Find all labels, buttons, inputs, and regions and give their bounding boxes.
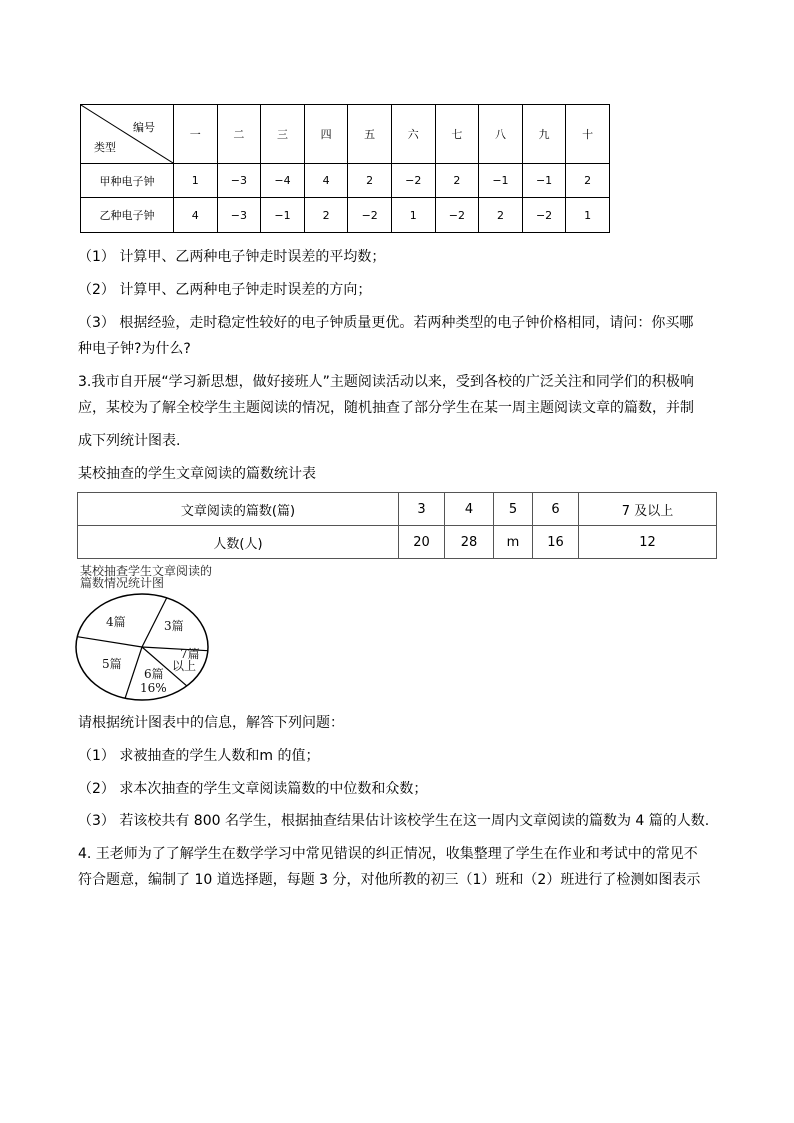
table-cell: 3	[399, 493, 445, 526]
clock-error-table	[80, 104, 610, 233]
chart-title-line1: 某校抽查学生文章阅读的	[80, 564, 213, 578]
table-cell: 4	[304, 164, 348, 198]
q3-intro-line3: 成下列统计图表.	[78, 433, 181, 449]
table-cell: −1	[261, 198, 305, 233]
row-label: 乙种电子钟	[81, 198, 174, 233]
slice-label-7-line1: 7篇	[180, 647, 200, 661]
reading-count-table	[77, 492, 717, 559]
column-header: 二	[217, 105, 261, 164]
table-cell: −1	[479, 164, 523, 198]
table-cell: 20	[399, 526, 445, 559]
table-row	[78, 493, 717, 526]
table-cell: −2	[435, 198, 479, 233]
reading-pie-chart	[72, 588, 212, 706]
table-cell: 4	[174, 198, 218, 233]
slice-label-7-line2: 以上	[172, 659, 197, 673]
slice-label-6-pct: 16%	[140, 681, 167, 695]
q2-part3-line1: （3） 根据经验，走时稳定性较好的电子钟质量更优。若两种类型的电子钟价格相同，请问：你买哪	[78, 315, 694, 331]
table-cell: 2	[304, 198, 348, 233]
table-header-row	[81, 105, 610, 164]
q2-part3-line2: 种电子钟?为什么?	[78, 341, 191, 357]
slice-label-4: 4篇	[106, 615, 126, 629]
row-label: 文章阅读的篇数(篇)	[78, 493, 399, 526]
q3-part1: （1） 求被抽查的学生人数和m 的值；	[78, 748, 320, 764]
table-cell: −4	[261, 164, 305, 198]
q3-part2: （2） 求本次抽查的学生文章阅读篇数的中位数和众数；	[78, 781, 428, 797]
column-header: 九	[522, 105, 566, 164]
table-cell: −3	[217, 164, 261, 198]
q3-intro-line1: 3.我市自开展“学习新思想，做好接班人”主题阅读活动以来，受到各校的广泛关注和同学们的积极响	[78, 374, 694, 390]
slice-label-3: 3篇	[164, 619, 184, 633]
table-cell: 12	[579, 526, 717, 559]
q4-line2: 符合题意，编制了 10 道选择题，每题 3 分，对他所教的初三（1）班和（2）班进行了检测如图表示	[78, 872, 701, 888]
table-cell: −1	[522, 164, 566, 198]
slice-label-6: 6篇	[144, 667, 164, 681]
q3-intro-line2: 应，某校为了解全校学生主题阅读的情况，随机抽查了部分学生在某一周主题阅读文章的篇数，并制	[78, 400, 694, 416]
table-cell: −3	[217, 198, 261, 233]
column-header: 三	[261, 105, 305, 164]
table-cell: −2	[522, 198, 566, 233]
chart-title-line2: 篇数情况统计图	[80, 576, 165, 590]
table-cell: m	[494, 526, 533, 559]
column-header: 五	[348, 105, 392, 164]
table-cell: −2	[391, 164, 435, 198]
column-header: 四	[304, 105, 348, 164]
table-cell: 5	[494, 493, 533, 526]
table-cell: 28	[445, 526, 494, 559]
table-cell: 6	[533, 493, 579, 526]
slice-label-5: 5篇	[102, 657, 122, 671]
q2-part1: （1） 计算甲、乙两种电子钟走时误差的平均数；	[78, 249, 386, 265]
table-cell: 2	[435, 164, 479, 198]
q4-line1: 4. 王老师为了了解学生在数学学习中常见错误的纠正情况，收集整理了学生在作业和考试中的常见不	[78, 846, 698, 862]
table-caption: 某校抽查的学生文章阅读的篇数统计表	[78, 466, 316, 482]
table-cell: 16	[533, 526, 579, 559]
column-header: 一	[174, 105, 218, 164]
column-header: 六	[391, 105, 435, 164]
table-cell: 4	[445, 493, 494, 526]
table-cell: 1	[174, 164, 218, 198]
table-row	[78, 526, 717, 559]
table-cell: 7 及以上	[579, 493, 717, 526]
row-label: 人数(人)	[78, 526, 399, 559]
table-cell: 2	[479, 198, 523, 233]
q2-part2: （2） 计算甲、乙两种电子钟走时误差的方向；	[78, 282, 372, 298]
table-cell: 1	[391, 198, 435, 233]
q3-part3: （3） 若该校共有 800 名学生，根据抽查结果估计该校学生在这一周内文章阅读的篇数为 4 篇的人数.	[78, 813, 710, 829]
q3-question-intro: 请根据统计图表中的信息，解答下列问题：	[78, 715, 344, 731]
table-cell: −2	[348, 198, 392, 233]
column-header: 七	[435, 105, 479, 164]
table-row	[81, 198, 610, 233]
row-label: 甲种电子钟	[81, 164, 174, 198]
column-header: 八	[479, 105, 523, 164]
column-header: 十	[566, 105, 610, 164]
table-row	[81, 164, 610, 198]
table-cell: 1	[566, 198, 610, 233]
table-cell: 2	[566, 164, 610, 198]
header-type-label: 类型	[94, 141, 116, 154]
diagonal-header-cell	[81, 105, 174, 164]
table-cell: 2	[348, 164, 392, 198]
header-number-label: 编号	[133, 121, 155, 134]
